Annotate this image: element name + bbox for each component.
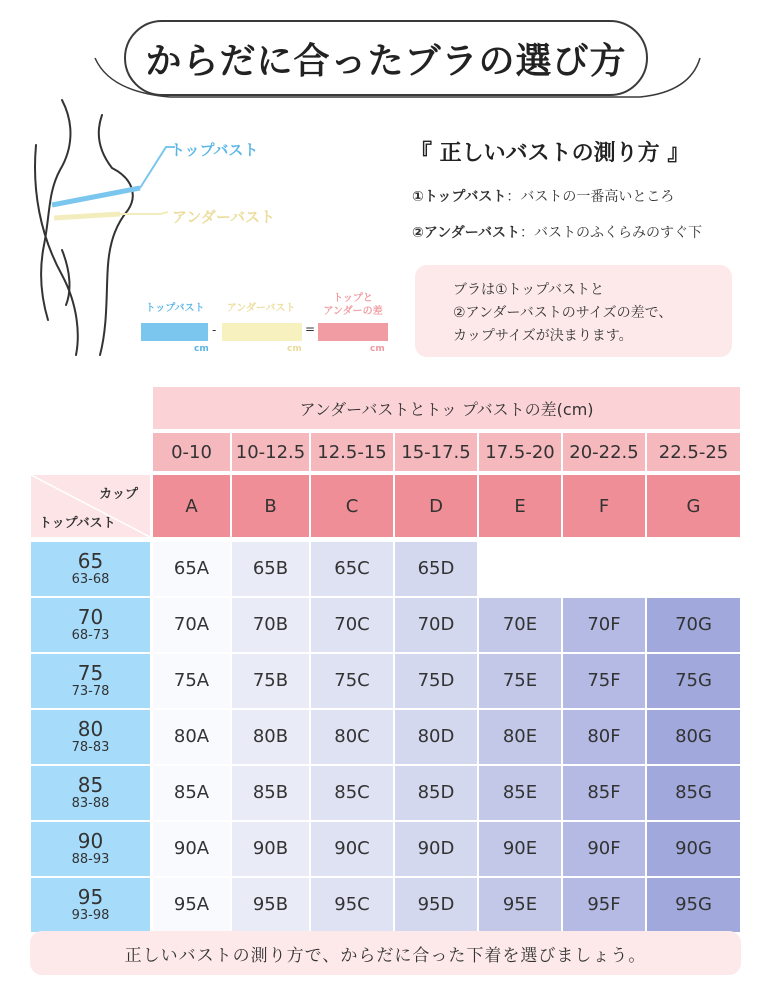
- size-cell: 80B: [232, 710, 309, 764]
- size-cell: 75D: [395, 654, 477, 708]
- size-cell: 90F: [563, 822, 645, 876]
- band-size: 75: [77, 661, 104, 686]
- range-header-cell: 15-17.5: [395, 433, 477, 471]
- band-size: 90: [77, 829, 104, 854]
- formula-under-title: アンダーバスト: [226, 303, 296, 314]
- size-cell: 90B: [232, 822, 309, 876]
- range-header-cell: 17.5-20: [479, 433, 561, 471]
- band-size-cell: [31, 878, 150, 932]
- size-cell: 95A: [153, 878, 230, 932]
- band-range: 93-98: [71, 908, 110, 924]
- band-size: 80: [77, 717, 104, 742]
- formula-under-unit: cm: [287, 344, 302, 354]
- size-cell: 70C: [311, 598, 393, 652]
- band-size-cell: [31, 710, 150, 764]
- note-box: [415, 265, 732, 357]
- size-cell: 85C: [311, 766, 393, 820]
- size-cell: 95D: [395, 878, 477, 932]
- table-corner: [31, 475, 150, 537]
- formula-top-unit: cm: [194, 344, 209, 354]
- band-size-cell: [31, 542, 150, 596]
- size-cell: 80A: [153, 710, 230, 764]
- size-cell: 80G: [647, 710, 740, 764]
- size-cell: 95G: [647, 878, 740, 932]
- size-cell: 80C: [311, 710, 393, 764]
- cup-header-cell: G: [647, 475, 740, 537]
- formula-diff-title-2: アンダーの差: [323, 306, 383, 317]
- size-cell: 90A: [153, 822, 230, 876]
- measure-item-2-label: ②アンダーバスト: [412, 225, 521, 241]
- measure-item-2: [412, 222, 702, 242]
- size-cell: 90E: [479, 822, 561, 876]
- band-size-cell: [31, 766, 150, 820]
- size-cell: 85D: [395, 766, 477, 820]
- measure-title: 『 正しいバストの測り方 』: [410, 141, 690, 166]
- band-size: 65: [77, 549, 104, 574]
- cup-header-cell: F: [563, 475, 645, 537]
- size-cell: 90C: [311, 822, 393, 876]
- size-cell: 80E: [479, 710, 561, 764]
- size-cell: 70D: [395, 598, 477, 652]
- size-cell: 95B: [232, 878, 309, 932]
- size-cell: 75B: [232, 654, 309, 708]
- size-cell: 75A: [153, 654, 230, 708]
- formula-under-box: [222, 323, 302, 341]
- size-cell: 75E: [479, 654, 561, 708]
- size-cell: 95E: [479, 878, 561, 932]
- size-cell: 85G: [647, 766, 740, 820]
- size-cell: 70E: [479, 598, 561, 652]
- size-cell: 65D: [395, 542, 477, 596]
- size-cell: 85F: [563, 766, 645, 820]
- size-cell: 95C: [311, 878, 393, 932]
- formula-top-title: トップバスト: [145, 303, 205, 314]
- band-size-cell: [31, 598, 150, 652]
- size-cell: 85E: [479, 766, 561, 820]
- corner-top-bust-label: トップバスト: [39, 516, 116, 531]
- note-line: カップサイズが決まります。: [453, 328, 633, 344]
- size-cell: 75F: [563, 654, 645, 708]
- band-size-cell: [31, 822, 150, 876]
- size-cell: 70B: [232, 598, 309, 652]
- range-header-cell: 12.5-15: [311, 433, 393, 471]
- size-cell: 70F: [563, 598, 645, 652]
- formula-diff-unit: cm: [370, 344, 385, 354]
- formula-diff-title-1: トップと: [333, 293, 373, 304]
- band-range: 68-73: [71, 628, 110, 644]
- under-bust-label: アンダーバスト: [172, 208, 276, 226]
- top-bust-label: トップバスト: [170, 141, 259, 159]
- measure-item-1: [412, 186, 674, 206]
- band-range: 83-88: [71, 796, 110, 812]
- size-cell: 85B: [232, 766, 309, 820]
- formula-top-box: [141, 323, 208, 341]
- size-cell: 90D: [395, 822, 477, 876]
- cup-header-cell: B: [232, 475, 309, 537]
- formula-equals: =: [305, 322, 316, 336]
- band-range: 63-68: [71, 572, 110, 588]
- size-cell: 90G: [647, 822, 740, 876]
- cup-header-cell: D: [395, 475, 477, 537]
- size-cell: 70G: [647, 598, 740, 652]
- band-size: 95: [77, 885, 104, 910]
- band-range: 73-78: [71, 684, 110, 700]
- size-cell: 65B: [232, 542, 309, 596]
- size-cell: 70A: [153, 598, 230, 652]
- band-size-cell: [31, 654, 150, 708]
- range-header-cell: 10-12.5: [232, 433, 309, 471]
- range-header-cell: 22.5-25: [647, 433, 740, 471]
- measure-item-1-label: ①トップバスト: [412, 189, 507, 205]
- size-cell: 65A: [153, 542, 230, 596]
- range-header-cell: 0-10: [153, 433, 230, 471]
- measure-item-2-text: ：バストのふくらみのすぐ下: [520, 225, 703, 241]
- footer-message: 正しいバストの測り方で、からだに合った下着を選びましょう。: [30, 931, 741, 975]
- size-cell: 80D: [395, 710, 477, 764]
- formula-diff-box: [318, 323, 388, 341]
- size-cell: 80F: [563, 710, 645, 764]
- title-underline: [0, 0, 769, 100]
- cup-header-cell: A: [153, 475, 230, 537]
- size-cell: 65C: [311, 542, 393, 596]
- formula-minus: -: [212, 323, 217, 337]
- band-size: 70: [77, 605, 104, 630]
- cup-header-cell: E: [479, 475, 561, 537]
- note-line: ②アンダーバストのサイズの差で、: [453, 305, 673, 321]
- size-cell: 75C: [311, 654, 393, 708]
- measure-item-1-text: ：バストの一番高いところ: [506, 189, 675, 205]
- note-line: ブラは①トップバストと: [453, 282, 605, 298]
- table-header-difference: アンダーバストとトッ プバストの差(cm): [153, 387, 740, 429]
- band-range: 88-93: [71, 852, 110, 868]
- size-cell: 85A: [153, 766, 230, 820]
- range-header-cell: 20-22.5: [563, 433, 645, 471]
- page-title: からだに合ったブラの選び方: [145, 40, 627, 82]
- band-size: 85: [77, 773, 104, 798]
- band-range: 78-83: [71, 740, 110, 756]
- cup-header-cell: C: [311, 475, 393, 537]
- corner-cup-label: カップ: [99, 487, 138, 502]
- size-cell: 75G: [647, 654, 740, 708]
- size-cell: 95F: [563, 878, 645, 932]
